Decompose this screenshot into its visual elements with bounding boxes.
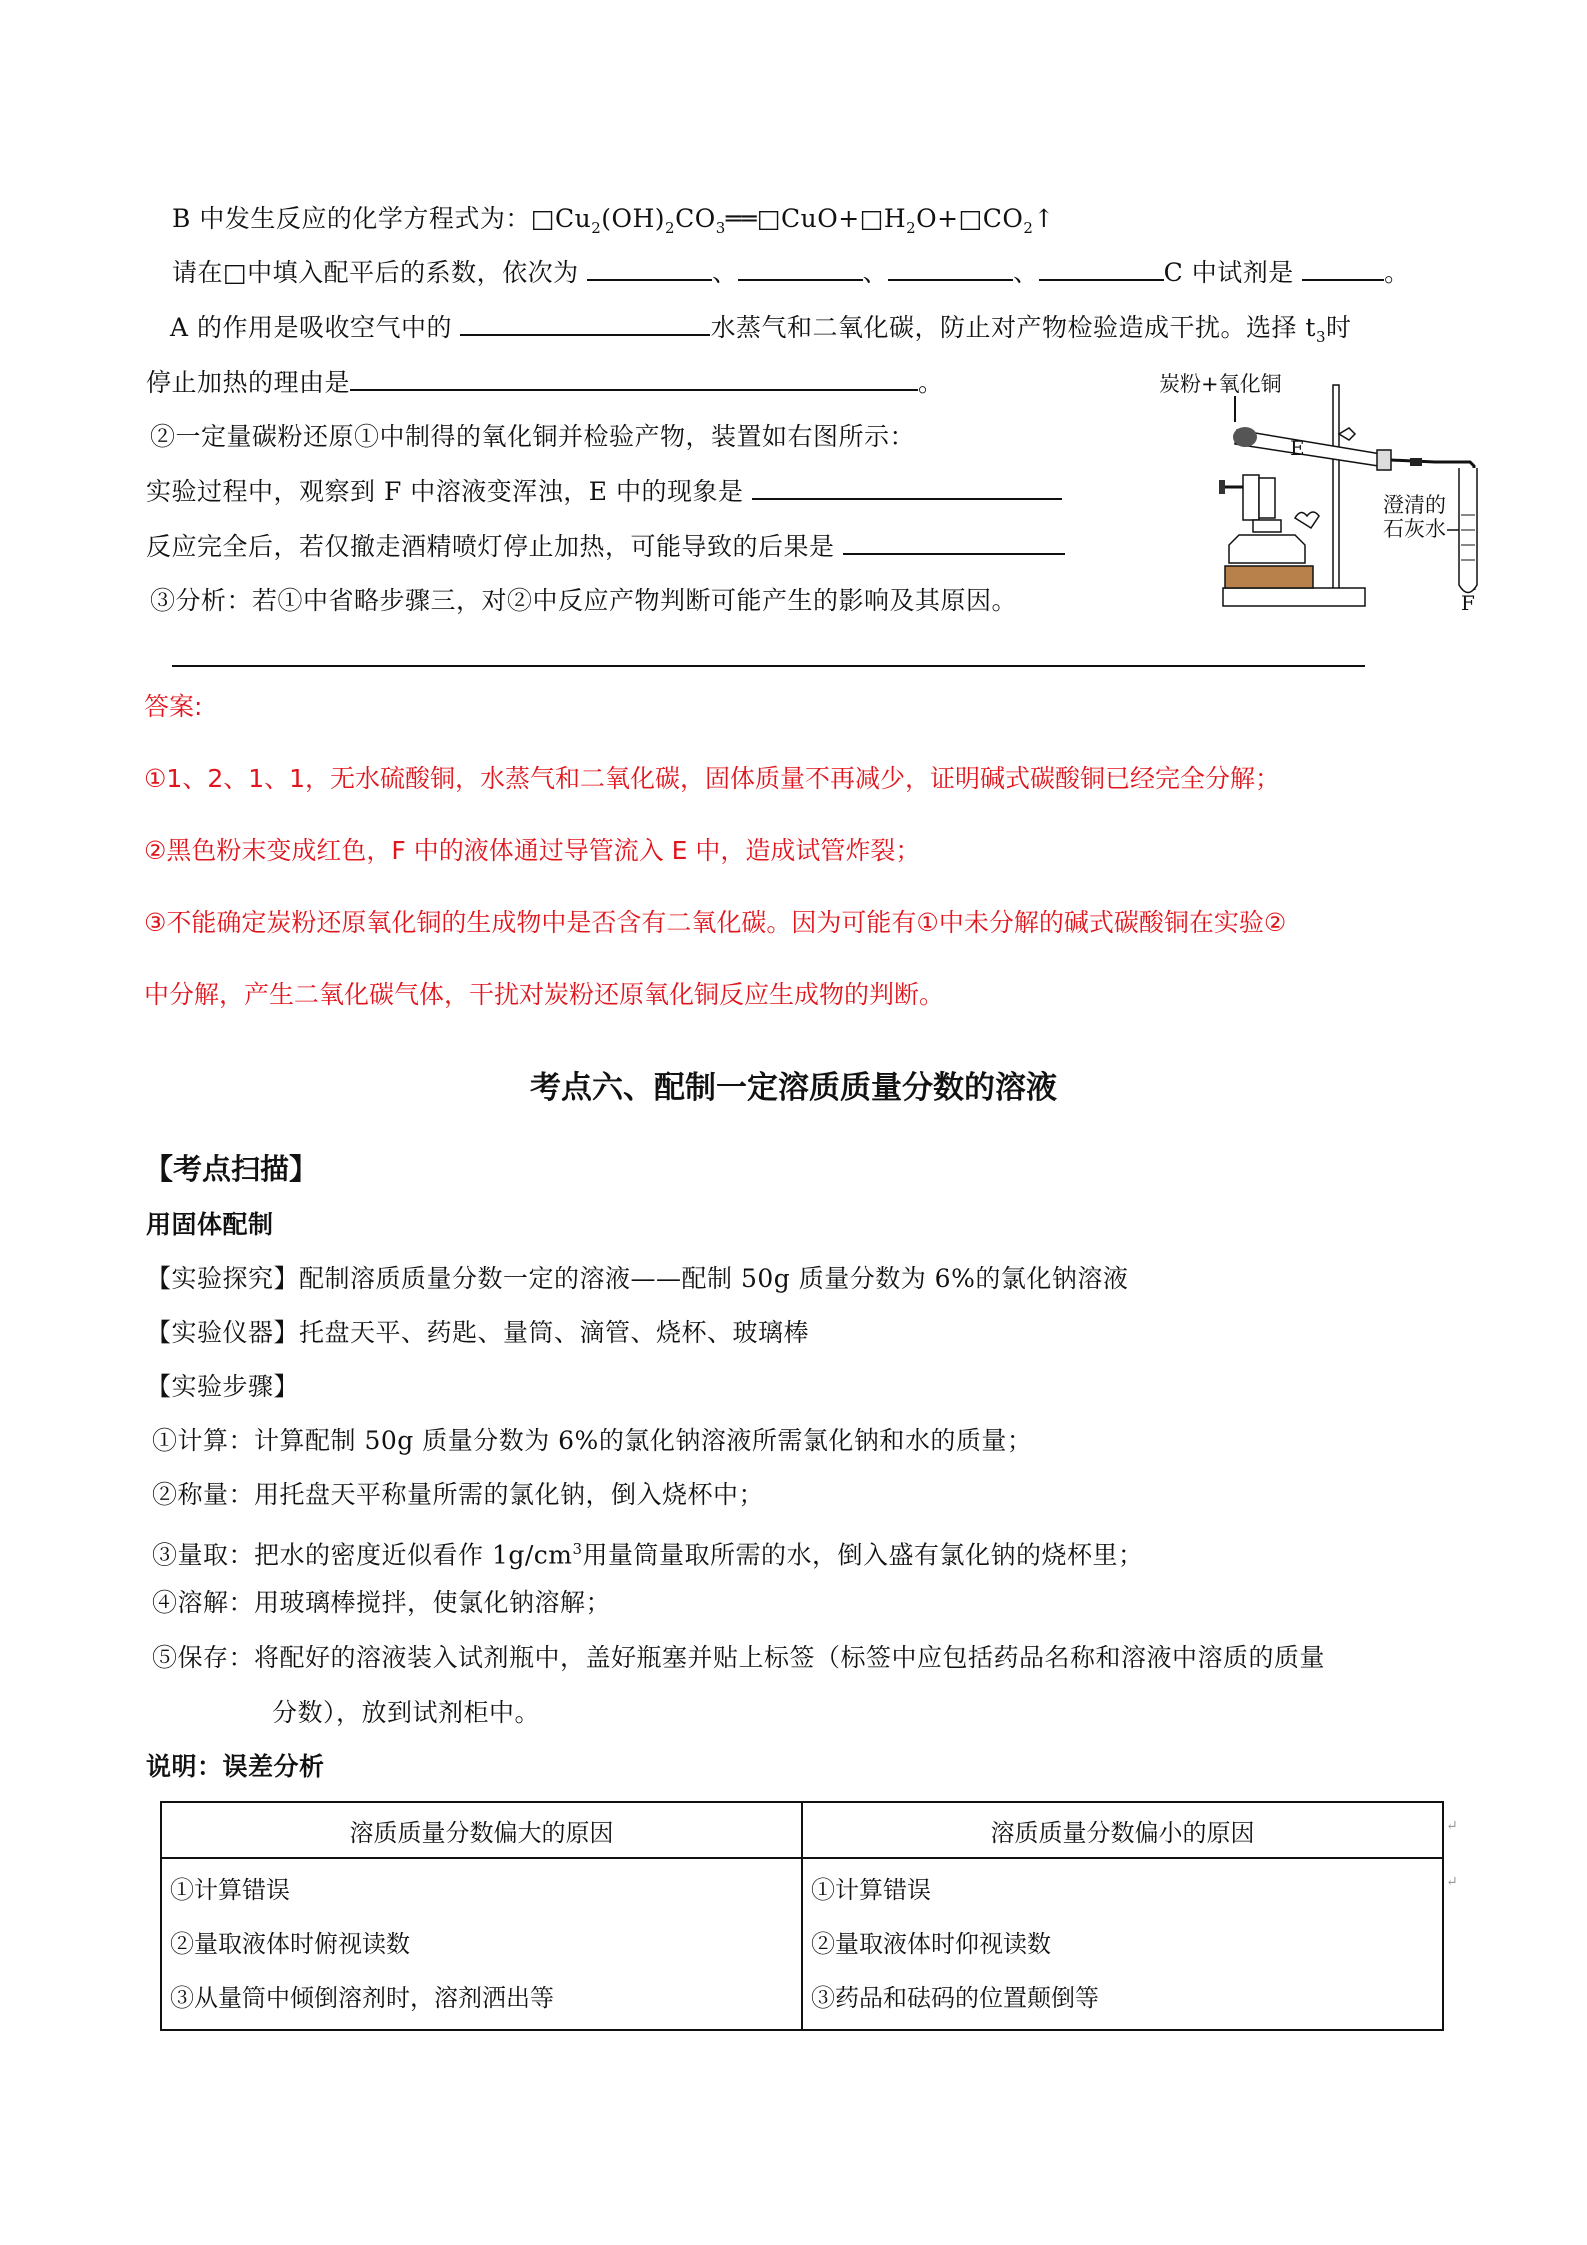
subscript: 2	[906, 219, 917, 237]
stand-base	[1223, 588, 1365, 606]
equals-sign: ══	[725, 204, 757, 233]
answer-line[interactable]	[172, 665, 1365, 667]
wooden-block	[1225, 566, 1313, 588]
burner-tank	[1229, 535, 1305, 563]
step-3-text-b: 用量筒量取所需的水，倒入盛有氯化钠的烧杯里；	[582, 1540, 1144, 1570]
fill-prompt-line	[172, 256, 1410, 290]
separator: 、	[712, 258, 738, 287]
cell-low-reasons	[802, 1858, 1443, 2030]
figure-label-carbon-copper-oxide: 炭粉+氧化铜	[1159, 372, 1282, 396]
apparatus-diagram	[1155, 370, 1495, 615]
step-3	[152, 1532, 1144, 1572]
steps-heading: 【实验步骤】	[146, 1372, 300, 1401]
a-role-suffix: 水蒸气和二氧化碳，防止对产物检验造成干扰。选择 t	[710, 313, 1316, 342]
burner-knob-end	[1219, 480, 1225, 494]
reason-high-1: ①计算错误	[170, 1876, 290, 1904]
table-header-row	[161, 1802, 1443, 1858]
rubber-connector	[1410, 458, 1422, 466]
equation-line	[172, 202, 1055, 245]
subscript: 3	[1315, 328, 1327, 346]
a-role-end: 时	[1326, 313, 1352, 342]
reason-low-1: ①计算错误	[811, 1876, 931, 1904]
step-3-text-a: ③量取：把水的密度近似看作 1g/cm	[152, 1540, 573, 1570]
part2-intro: ②一定量碳粉还原①中制得的氧化铜并检验产物，装置如右图所示：	[150, 422, 916, 451]
experiment-explore: 【实验探究】配制溶质质量分数一定的溶液——配制 50g 质量分数为 6%的氯化钠溶液	[146, 1264, 1129, 1293]
step-4: ④溶解：用玻璃棒搅拌，使氯化钠溶解；	[152, 1588, 612, 1617]
part3-prompt: ③分析：若①中省略步骤三，对②中反应产物判断可能产生的影响及其原因。	[150, 586, 1018, 615]
burner-neck	[1253, 520, 1281, 532]
subscript: 2	[1023, 219, 1034, 237]
clamp	[1339, 428, 1355, 440]
figure-label-f: F	[1461, 591, 1475, 615]
blank-box: □	[756, 204, 781, 233]
burner-valve	[1295, 512, 1319, 528]
table-row	[161, 1858, 1443, 2030]
blank-box: □	[958, 204, 983, 233]
answer-3-line-2: 中分解，产生二氧化碳气体，干扰对炭粉还原氧化铜反应生成物的判断。	[144, 980, 945, 1009]
fill-prompt: 请在□中填入配平后的系数，依次为	[172, 258, 579, 287]
stopper	[1377, 450, 1391, 470]
blank-box: □	[859, 204, 884, 233]
answer-blank-4[interactable]	[1039, 257, 1164, 281]
test-tube	[1235, 430, 1387, 467]
formula-h: H	[883, 204, 907, 233]
experiment-instruments: 【实验仪器】托盘天平、药匙、量筒、滴管、烧杯、玻璃棒	[146, 1318, 810, 1347]
blank-box: □	[530, 204, 555, 233]
part2-observation: 实验过程中，观察到 F 中溶液变浑浊，E 中的现象是	[146, 477, 744, 506]
solid-prep-heading: 用固体配制	[146, 1210, 274, 1239]
formula-cu: Cu	[554, 204, 592, 233]
cell-high-reasons	[161, 1858, 802, 2030]
part2-after-line	[146, 530, 1065, 564]
superscript: 3	[572, 1540, 583, 1558]
answer-blank-c[interactable]	[1302, 257, 1384, 281]
section-title: 考点六、配制一定溶质质量分数的溶液	[530, 1070, 1057, 1106]
step-2: ②称量：用托盘天平称量所需的氯化钠，倒入烧杯中；	[152, 1480, 765, 1509]
subscript: 3	[715, 219, 726, 237]
step-1: ①计算：计算配制 50g 质量分数为 6%的氯化钠溶液所需氯化钠和水的质量；	[152, 1426, 1033, 1455]
answer-blank-a[interactable]	[460, 312, 710, 336]
reason-high-3: ③从量筒中倾倒溶剂时，溶剂洒出等	[170, 1984, 554, 2012]
equation-prefix: B 中发生反应的化学方程式为：	[172, 204, 531, 233]
separator: 、	[1013, 258, 1039, 287]
reason-low-3: ③药品和砝码的位置颠倒等	[811, 1984, 1099, 2012]
a-role-prefix: A 的作用是吸收空气中的	[170, 313, 453, 342]
figure-label-limewater-2: 石灰水	[1383, 517, 1446, 541]
burner-chimney	[1243, 475, 1259, 520]
figure-label-limewater-1: 澄清的	[1383, 493, 1446, 517]
subscript: 2	[665, 219, 676, 237]
answer-blank-1[interactable]	[587, 257, 712, 281]
period: 。	[918, 368, 944, 397]
subscript: 2	[591, 219, 602, 237]
reason-high-2: ②量取液体时俯视读数	[170, 1930, 410, 1958]
scan-heading: 【考点扫描】	[144, 1152, 319, 1186]
error-analysis-table	[160, 1801, 1444, 2031]
formula-oh: (OH)	[601, 204, 666, 233]
answer-1: ①1、2、1、1，无水硫酸铜，水蒸气和二氧化碳，固体质量不再减少，证明碱式碳酸铜已经完全分解；	[144, 764, 1281, 793]
reason-low-2: ②量取液体时仰视读数	[811, 1930, 1051, 1958]
answer-heading: 答案:	[144, 692, 203, 721]
answer-blank-3[interactable]	[888, 257, 1013, 281]
burner-body	[1259, 478, 1275, 518]
answer-3-line-1: ③不能确定炭粉还原氧化铜的生成物中是否含有二氧化碳。因为可能有①中未分解的碱式碳酸铜在实验②	[144, 908, 1287, 937]
answer-2: ②黑色粉末变成红色，F 中的液体通过导管流入 E 中，造成试管炸裂；	[144, 836, 921, 865]
stop-heat-label: 停止加热的理由是	[146, 368, 351, 397]
part2-after: 反应完全后，若仅撤走酒精喷灯停止加热，可能导致的后果是	[146, 532, 835, 561]
c-reagent-label: C 中试剂是	[1163, 258, 1294, 287]
period: 。	[1384, 258, 1410, 287]
formula-cuo: CuO+	[781, 204, 860, 233]
figure-label-e: E	[1290, 436, 1305, 460]
answer-blank-stop[interactable]	[350, 367, 918, 391]
header-low: 溶质质量分数偏小的原因	[802, 1802, 1443, 1858]
stop-heat-line	[146, 366, 944, 400]
part2-observation-line	[146, 475, 1062, 509]
answer-blank-2[interactable]	[738, 257, 863, 281]
formula-co2: CO	[982, 204, 1024, 233]
gas-arrow-icon: ↑	[1033, 204, 1055, 233]
paragraph-mark-icon: ↵	[1446, 1874, 1458, 1890]
step-5-line-2: 分数），放到试剂柜中。	[272, 1698, 541, 1727]
answer-blank-e[interactable]	[752, 476, 1062, 500]
formula-o: O+	[916, 204, 959, 233]
header-high: 溶质质量分数偏大的原因	[161, 1802, 802, 1858]
sample-powder	[1233, 427, 1257, 447]
step-5-line-1: ⑤保存：将配好的溶液装入试剂瓶中，盖好瓶塞并贴上标签（标签中应包括药品名称和溶液中溶质的质量	[152, 1643, 1326, 1672]
iron-stand-rod	[1333, 385, 1339, 590]
separator: 、	[862, 258, 889, 287]
paragraph-mark-icon: ↵	[1446, 1818, 1458, 1834]
formula-co: CO	[675, 204, 716, 233]
answer-blank-consequence[interactable]	[843, 531, 1065, 555]
a-role-line	[170, 311, 1352, 354]
error-analysis-note: 说明：误差分析	[146, 1752, 325, 1781]
